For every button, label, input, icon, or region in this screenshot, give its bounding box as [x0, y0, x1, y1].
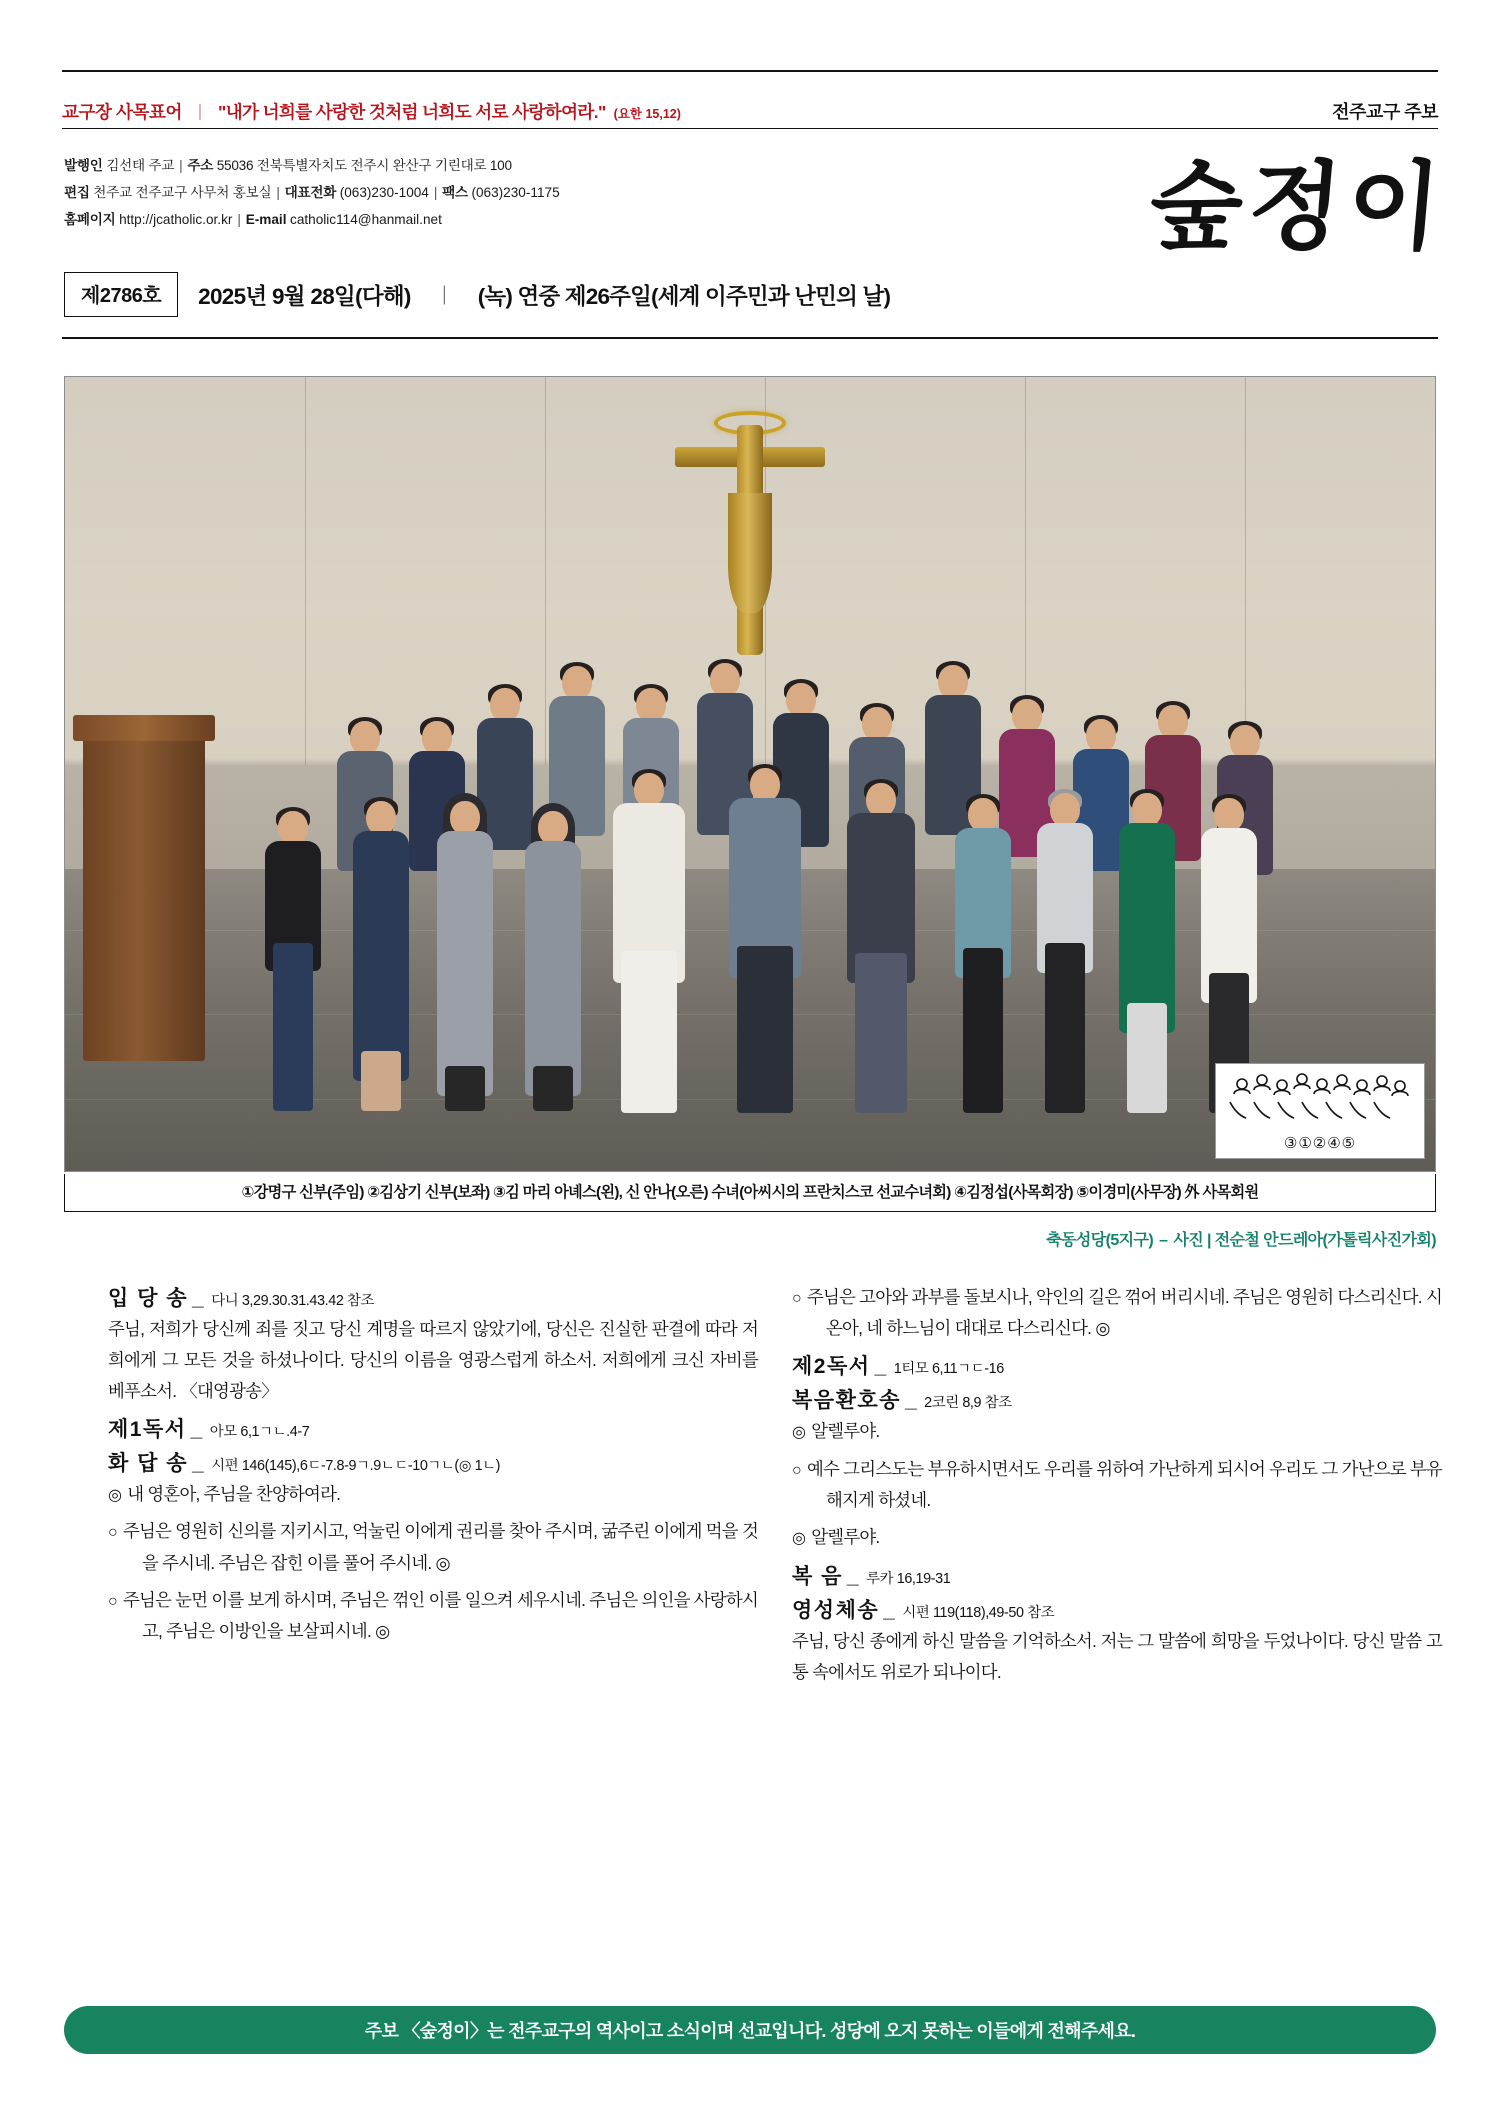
liturgy-left-column — [108, 1282, 758, 1653]
verse-text: 주님은 영원히 신의를 지키시고, 억눌린 이에게 권리를 찾아 주시며, 굶주린 이에게 먹을 것을 주시네. 주님은 잡힌 이를 풀어 주시네. ◎ — [122, 1521, 758, 1573]
section-gospel — [792, 1560, 1442, 1590]
section-underscore: _ — [192, 1451, 204, 1475]
motto-group — [62, 99, 681, 124]
motto-row — [62, 98, 1438, 124]
response-text: 알렐루야. — [811, 1421, 880, 1442]
section-reference: 2코린 8,9 참조 — [924, 1395, 1012, 1412]
section-first-reading — [108, 1413, 758, 1443]
section-title: 복음환호송 — [792, 1389, 901, 1413]
issue-separator: ｜ — [434, 286, 454, 307]
issue-divider — [62, 337, 1438, 339]
motto-label: 교구장 사목표어 — [62, 102, 182, 122]
parish-photo — [64, 376, 1436, 1172]
motto-reference: (요한 15,12) — [613, 107, 681, 121]
congregation-group — [65, 377, 1435, 1171]
photo-credit — [1046, 1227, 1436, 1250]
section-underscore: _ — [192, 1287, 204, 1310]
section-gospel-acclamation — [792, 1384, 1442, 1553]
section-psalm-continued — [792, 1282, 1442, 1344]
section-paragraph: 주님, 저희가 당신께 죄를 짓고 당신 계명을 따르지 않았기에, 당신은 진실한 판결에 따라 저희에게 그 모든 것을 하셨나이다. 당신의 이름을 영광스럽게 하소서. 저희에게 크신 자비를 베푸소서. 〈대영광송〉 — [108, 1319, 758, 1401]
response-mark: ◎ — [792, 1530, 806, 1548]
section-paragraph — [792, 1522, 1442, 1553]
email-value[interactable]: catholic114@hanmail.net — [290, 212, 442, 228]
motto-text: "내가 너희를 사랑한 것처럼 너희도 서로 사랑하여라." — [218, 102, 606, 122]
section-reference: 시편 146(145),6ㄷ-7.8-9ㄱ.9ㄴㄷ-10ㄱㄴ(◎ 1ㄴ) — [211, 1457, 501, 1474]
section-responsorial-psalm — [108, 1447, 758, 1647]
section-heading — [792, 1350, 1442, 1380]
photo-key-numbers: ③①②④⑤ — [1283, 1135, 1357, 1152]
homepage-url[interactable]: http://jcatholic.or.kr — [119, 212, 233, 228]
top-divider — [62, 70, 1438, 72]
section-heading — [792, 1560, 1442, 1590]
response-mark: ◎ — [792, 1424, 806, 1442]
section-heading — [792, 1594, 1442, 1624]
section-heading — [792, 1384, 1442, 1414]
section-reference: 루카 16,19-31 — [866, 1570, 951, 1587]
phone-label: 대표전화 — [284, 185, 337, 201]
section-title: 입 당 송 — [108, 1287, 189, 1310]
section-underscore: _ — [874, 1355, 886, 1379]
imprint-line-3: 홈페이지 http://jcatholic.or.kr | E-mail catholic114@hanmail.net — [64, 212, 442, 228]
response-text: 알렐루야. — [811, 1527, 880, 1548]
section-underscore: _ — [846, 1564, 859, 1588]
credit-parish: 축동성당(5지구) — [1046, 1232, 1154, 1249]
credit-dash: – — [1159, 1232, 1168, 1249]
section-underscore: _ — [190, 1417, 202, 1441]
section-reference: 다니 3,29.30.31.43.42 참조 — [211, 1293, 375, 1309]
response-mark: ◎ — [108, 1486, 122, 1504]
section-reference: 아모 6,1ㄱㄴ.4-7 — [209, 1423, 310, 1440]
liturgy-right-column — [792, 1282, 1442, 1694]
section-heading — [108, 1282, 758, 1312]
email-label: E-mail — [245, 212, 287, 228]
section-title: 화 답 송 — [108, 1451, 189, 1475]
section-second-reading — [792, 1350, 1442, 1380]
imprint-line-2: 편집 천주교 전주교구 사무처 홍보실 | 대표전화 (063)230-1004 | 팩스 (063)230-1175 — [64, 185, 560, 201]
section-heading — [108, 1413, 758, 1443]
section-paragraph — [792, 1282, 1442, 1344]
editor-label: 편집 — [64, 185, 90, 201]
section-communion-antiphon — [792, 1594, 1442, 1688]
verse-text: 주님은 고아와 과부를 돌보시나, 악인의 길은 꺾어 버리시네. 주님은 영원히 다스리신다. 시온아, 네 하느님이 대대로 다스리신다. ◎ — [806, 1287, 1442, 1339]
section-paragraph — [108, 1585, 758, 1647]
section-paragraph: 주님, 당신 종에게 하신 말씀을 기억하소서. 저는 그 말씀에 희망을 두었나이다. 당신 말씀 고통 속에서도 위로가 되나이다. — [792, 1630, 1442, 1682]
phone-value: (063)230-1004 — [339, 185, 429, 201]
section-entrance-antiphon — [108, 1282, 758, 1407]
photo-key-badge — [1215, 1063, 1425, 1159]
section-heading — [108, 1447, 758, 1477]
section-underscore: _ — [883, 1598, 895, 1622]
homepage-label: 홈페이지 — [64, 212, 116, 228]
verse-text: 예수 그리스도는 부유하시면서도 우리를 위하여 가난하게 되시어 우리도 그 가난으로 부유해지게 하셨네. — [806, 1458, 1442, 1511]
photo-background — [65, 377, 1435, 1171]
issue-row — [64, 272, 890, 317]
publisher-value: 김선태 주교 — [106, 158, 175, 173]
section-title: 복 음 — [792, 1564, 843, 1588]
section-paragraph — [108, 1479, 758, 1510]
verse-text: 주님은 눈먼 이를 보게 하시며, 주님은 꺾인 이를 일으켜 세우시네. 주님은 의인을 사랑하시고, 주님은 이방인을 보살피시네. ◎ — [122, 1589, 758, 1642]
fax-label: 팩스 — [442, 185, 468, 201]
issue-date: 2025년 9월 28일(다해) — [198, 283, 411, 309]
photo-caption: ①강명구 신부(주임) ②김상기 신부(보좌) ③김 마리 아녜스(왼), 신 안나(오른) 수녀(아씨시의 프란치스코 선교수녀회) ④김정섭(사목회장) ⑤이경미(사무장) 外 사목회원 — [64, 1174, 1436, 1212]
section-paragraph — [108, 1516, 758, 1578]
publisher-label: 발행인 — [64, 158, 103, 173]
motto-separator: ｜ — [192, 105, 209, 122]
credit-photographer: 사진 | 전순철 안드레아(가톨릭사진가회) — [1173, 1232, 1436, 1249]
section-reference: 시편 119(118),49-50 참조 — [902, 1604, 1055, 1621]
logo-text: 숲정이 — [1145, 154, 1451, 261]
footer-banner: 주보 〈숲정이〉는 전주교구의 역사이고 소식이며 선교입니다. 성당에 오지 못하는 이들에게 전해주세요. — [64, 2006, 1436, 2054]
motto-divider — [62, 128, 1438, 129]
fax-value: (063)230-1175 — [471, 185, 560, 201]
editor-value: 천주교 전주교구 사무처 홍보실 — [93, 185, 272, 201]
section-reference: 1티모 6,11ㄱㄷ-16 — [893, 1361, 1004, 1378]
imprint-line-1: 발행인 김선태 주교 | 주소 55036 전북특별자치도 전주시 완산구 기린대로 100 — [64, 158, 512, 173]
address-label: 주소 — [187, 158, 214, 173]
diocese-title: 전주교구 주보 — [1332, 102, 1438, 122]
crowd-sketch-icon — [1224, 1072, 1414, 1124]
section-paragraph — [792, 1454, 1442, 1516]
section-title: 제1독서 — [108, 1417, 187, 1441]
verse-mark: ○ — [108, 1592, 117, 1610]
section-paragraph — [792, 1416, 1442, 1447]
issue-description: (녹) 연중 제26주일(세계 이주민과 난민의 날) — [477, 283, 891, 309]
section-title: 영성체송 — [792, 1598, 880, 1622]
response-text: 내 영혼아, 주님을 찬양하여라. — [127, 1483, 341, 1504]
section-underscore: _ — [904, 1389, 917, 1413]
issue-number: 제2786호 — [64, 272, 178, 317]
verse-mark: ○ — [108, 1524, 117, 1542]
verse-mark: ○ — [792, 1290, 801, 1307]
address-value: 55036 전북특별자치도 전주시 완산구 기린대로 100 — [216, 158, 512, 173]
verse-mark: ○ — [792, 1461, 801, 1479]
section-title: 제2독서 — [792, 1355, 871, 1379]
imprint-block — [64, 152, 884, 234]
bulletin-logo — [1026, 154, 1451, 290]
